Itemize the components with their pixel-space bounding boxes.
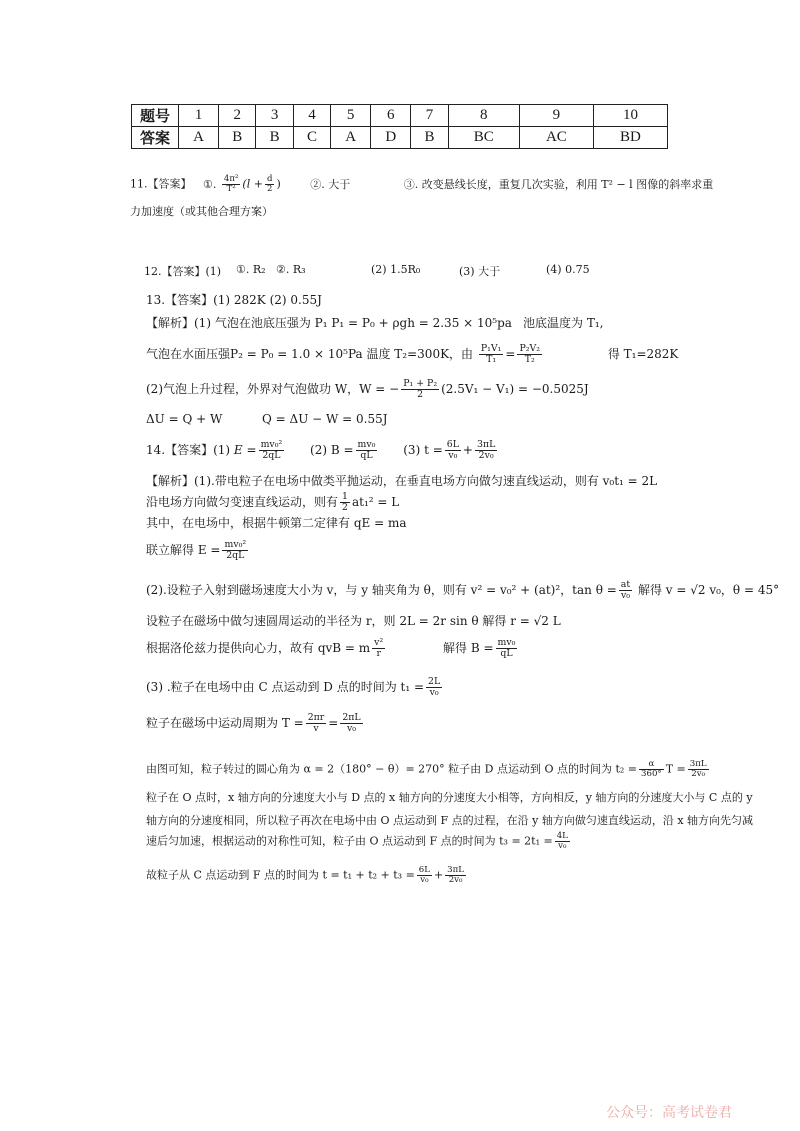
q12-part-5: (4) 0.75 (546, 263, 590, 276)
q14-tag: 14.【答案】(1) (146, 442, 231, 457)
q14-a3-frac-1 (445, 440, 461, 461)
table-cell: 10 (593, 105, 667, 127)
q14-step-8 (146, 677, 444, 698)
numerator: 3πL (447, 865, 464, 875)
q14-s7-result: 解得 B = (443, 640, 494, 655)
q11-inner-fraction (265, 175, 275, 194)
q14-a3-label: (3) t = (403, 442, 443, 457)
q14-a3-frac-2 (475, 440, 497, 461)
q14-step-13 (146, 832, 572, 851)
numerator: mv₀ (497, 637, 516, 648)
denominator: 2 (266, 184, 273, 194)
q14-a2-label: (2) B = (310, 442, 354, 457)
q14-s9-text: 粒子在磁场中运动周期为 T = (146, 715, 304, 730)
q13-analysis-line-1b: 池底温度为 T₁, (523, 316, 604, 330)
q13-l2-frac-1 (479, 344, 504, 365)
q11-choice-2: ②. 大于 (310, 177, 351, 191)
denominator: T₁ (486, 353, 497, 365)
q14-s7-frac (372, 638, 385, 659)
table-cell: A (179, 127, 219, 149)
q14-step-5 (146, 580, 779, 601)
q11-fraction (222, 175, 241, 194)
numerator: 2πr (307, 712, 325, 723)
q14-s2-rest: at₁² = L (351, 494, 400, 509)
q14-s5-frac (619, 580, 632, 601)
q14-step-10 (146, 760, 711, 779)
table-cell: B (411, 127, 448, 149)
plus: + (462, 442, 473, 457)
numerator: P₁V₁ (480, 343, 502, 354)
q14-step-11: 粒子在 O 点时，x 轴方向的分速度大小与 D 点的 x 轴方向的分速度大小相等，方向相反，y 轴方向的分速度大小与 C 点的 y (146, 791, 753, 804)
numerator: 6L (446, 439, 459, 450)
numerator: at (620, 579, 631, 590)
q13-analysis-line-4a: ΔU = Q + W (146, 412, 223, 426)
q13-analysis-line-2 (146, 344, 678, 365)
numerator: mv₀ (357, 439, 376, 450)
denominator: v₀ (420, 875, 429, 885)
equals: = (328, 715, 339, 730)
answer-table-answer-row (132, 127, 668, 149)
q14-s10-frac-2 (688, 760, 709, 779)
q14-step-9 (146, 713, 365, 734)
q14-step-1: 【解析】(1).带电粒子在电场中做类平抛运动，在垂直电场方向做匀速直线运动，则有 v₀t₁ = 2L (146, 474, 658, 488)
numerator: 6L (418, 865, 430, 875)
q14-s5-result: 解得 v = √2 v₀，θ = 45° (637, 582, 780, 597)
q14-s7-frac-2 (496, 638, 518, 659)
denominator: v₀ (558, 841, 567, 851)
q14-step-7 (146, 638, 519, 659)
numerator: 1 (342, 491, 348, 502)
q11-answer-line-2: 力加速度（或其他合理方案） (130, 205, 273, 218)
numerator: 2πL (342, 712, 361, 723)
numerator: v² (374, 637, 384, 648)
numerator: 2L (428, 676, 441, 687)
denominator: 2v₀ (478, 449, 494, 461)
table-cell: C (293, 127, 330, 149)
table-cell: 9 (519, 105, 593, 127)
denominator: 2v₀ (691, 769, 706, 779)
q12-tag: 12.【答案】(1) (144, 265, 222, 278)
q14-s4-text: 联立解得 E = (146, 542, 221, 557)
denominator: 2v₀ (448, 875, 463, 885)
numerator: P₁ + P₂ (403, 378, 438, 389)
q14-a2-frac (356, 440, 378, 461)
q14-s4-frac (222, 540, 248, 561)
q14-s13-frac (555, 832, 570, 851)
answer-table (131, 104, 668, 149)
q11-paren: (l + (242, 177, 263, 191)
q12-part-2: ②. R₃ (276, 263, 306, 276)
q14-step-12: 轴方向的分速度相同，所以粒子再次在电场中由 O 点运动到 F 点的过程，在沿 y 轴方向做匀速直线运动，沿 x 轴方向先匀减 (146, 814, 754, 827)
denominator: 2qL (226, 549, 245, 561)
q14-a1-frac (259, 440, 285, 461)
number-row-label: 题号 (132, 105, 179, 127)
q14-s14-frac-2 (445, 866, 466, 885)
q11-choice-1: ①. (203, 177, 217, 191)
denominator: 2 (342, 501, 348, 513)
denominator: r (376, 647, 381, 659)
table-cell: AC (519, 127, 593, 149)
q14-s9-frac-1 (306, 713, 327, 734)
table-cell: 1 (179, 105, 219, 127)
watermark: 公众号：高考试卷君 (606, 1105, 732, 1121)
denominator: v (313, 722, 319, 734)
numerator: 3πL (689, 759, 707, 769)
denominator: v₀ (346, 722, 356, 734)
table-cell: 8 (448, 105, 519, 127)
denominator: T₂ (524, 353, 535, 365)
table-cell: 5 (331, 105, 371, 127)
table-cell: 3 (256, 105, 293, 127)
q13-analysis-line-4b: Q = ΔU − W = 0.55J (262, 412, 388, 426)
table-cell: B (256, 127, 293, 149)
answer-row-label: 答案 (132, 127, 179, 149)
q14-s8-text: (3) .粒子在电场中由 C 点运动到 D 点的时间为 t₁ = (146, 679, 425, 694)
table-cell: D (371, 127, 411, 149)
q11-paren-close: ) (276, 177, 281, 191)
q13-answer: 13.【答案】(1) 282K (2) 0.55J (146, 293, 322, 307)
q13-l3-frac (401, 379, 439, 400)
table-cell: A (331, 127, 371, 149)
q14-step-14 (146, 866, 468, 885)
table-cell: BD (593, 127, 667, 149)
q14-s2-frac (340, 492, 350, 513)
q14-s14-frac-1 (417, 866, 432, 885)
q11-choice-3: ③. 改变悬线长度，重复几次实验，利用 T² − l 图像的斜率求重 (403, 177, 714, 191)
numerator: P₂V₂ (519, 343, 540, 354)
q14-s5-text: (2).设粒子入射到磁场速度大小为 v，与 y 轴夹角为 θ，则有 v² = v₀² + (at)²，tan θ = (146, 582, 617, 597)
q14-s2-text: 沿电场方向做匀变速直线运动，则有 (146, 494, 339, 509)
table-cell: 6 (371, 105, 411, 127)
denominator: 2 (417, 388, 424, 400)
q13-l3-text: (2)气泡上升过程，外界对气泡做功 W，W = − (146, 381, 400, 396)
q14-step-2 (146, 492, 399, 513)
denominator: v₀ (429, 686, 439, 698)
table-cell: 7 (411, 105, 448, 127)
q12-part-4: (3) 大于 (459, 265, 501, 278)
numerator: d (266, 174, 273, 184)
q14-step-4 (146, 540, 250, 561)
table-cell: 2 (219, 105, 256, 127)
q14-s13-text: 速后匀加速，根据运动的对称性可知，粒子由 O 点运动到 F 点的时间为 t₃ = 2t₁ = (146, 834, 553, 848)
q14-s10-mid: T = (665, 762, 686, 776)
denominator: v₀ (620, 589, 630, 601)
q11-answer-line (130, 175, 713, 194)
q14-answer-line (146, 440, 499, 461)
plus: + (433, 868, 444, 882)
equals: = (505, 346, 516, 361)
q13-l2-text: 气泡在水面压强P₂ = P₀ = 1.0 × 10⁵Pa 温度 T₂=300K，由 (146, 346, 474, 361)
numerator: 3πL (476, 439, 496, 450)
q14-step-6: 设粒子在磁场中做匀速圆周运动的半径为 r，则 2L = 2r sin θ 解得 r = √2 L (146, 614, 561, 628)
q14-a1-label: E = (233, 442, 257, 457)
q13-analysis-line-3 (146, 379, 589, 400)
table-cell: B (219, 127, 256, 149)
q14-s10-text: 由图可知，粒子转过的圆心角为 α = 2（180° − θ）= 270° 粒子由 D 点运动到 O 点的时间为 t₂ = (146, 762, 638, 776)
q12-part-3: (2) 1.5R₀ (371, 263, 421, 276)
numerator: mv₀² (224, 539, 247, 550)
q14-step-3: 其中，在电场中，根据牛顿第二定律有 qE = ma (146, 516, 407, 530)
numerator: 4L (556, 831, 568, 841)
denominator: 360° (641, 769, 662, 779)
numerator: 4π² (223, 174, 239, 184)
denominator: T² (226, 184, 236, 194)
q14-s14-text: 故粒子从 C 点运动到 F 点的时间为 t = t₁ + t₂ + t₃ = (146, 868, 415, 882)
q14-s10-frac-1 (639, 760, 664, 779)
denominator: v₀ (448, 449, 458, 461)
q14-s7-text: 根据洛伦兹力提供向心力，故有 qvB = m (146, 640, 371, 655)
numerator: mv₀² (260, 439, 283, 450)
q14-s9-frac-2 (340, 713, 362, 734)
q13-l2-result: 得 T₁=282K (607, 346, 679, 361)
q13-analysis-line-1: 【解析】(1) 气泡在池底压强为 P₁ P₁ = P₀ + ρgh = 2.35 × 10⁵pa (146, 316, 512, 330)
q11-tag: 11.【答案】 (130, 177, 192, 191)
q12-part-1: ①. R₂ (236, 263, 266, 276)
numerator: α (639, 760, 664, 770)
q14-s8-frac (426, 677, 442, 698)
denominator: qL (500, 647, 513, 659)
q13-l3-rest: (2.5V₁ − V₁) = −0.5025J (441, 381, 589, 396)
q13-l2-frac-2 (517, 344, 542, 365)
table-cell: BC (448, 127, 519, 149)
denominator: 2qL (262, 449, 281, 461)
denominator: qL (360, 449, 373, 461)
answer-table-number-row (132, 105, 668, 127)
table-cell: 4 (293, 105, 330, 127)
